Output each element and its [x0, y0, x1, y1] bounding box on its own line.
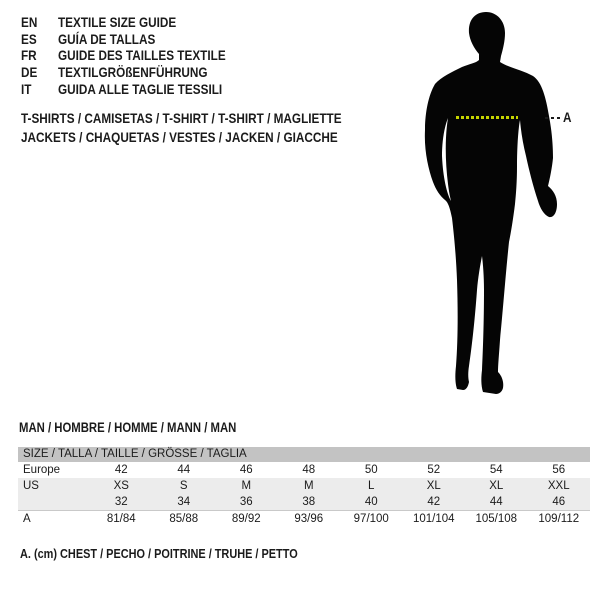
- row-label: [18, 494, 90, 510]
- table-cell: 85/88: [169, 513, 199, 525]
- category-line-jackets: JACKETS / CHAQUETAS / VESTES / JACKEN / GIACCHE: [21, 128, 338, 145]
- table-cell: 105/108: [475, 513, 518, 525]
- table-cell: 81/84: [106, 513, 136, 525]
- table-cell: 56: [552, 464, 566, 476]
- size-table: [18, 447, 590, 526]
- measure-label-a: A: [563, 109, 572, 125]
- table-cell: 52: [427, 464, 441, 476]
- table-cell: M: [241, 480, 252, 492]
- footnote-chest: A. (cm) CHEST / PECHO / POITRINE / TRUHE / PETTO: [20, 546, 298, 561]
- row-label: Europe: [23, 464, 61, 476]
- table-cell: 36: [239, 496, 253, 508]
- table-cell: 42: [114, 464, 128, 476]
- table-cell: 40: [364, 496, 378, 508]
- table-cell: 97/100: [353, 513, 389, 525]
- table-cell: XS: [113, 480, 129, 492]
- table-cell: 48: [302, 464, 316, 476]
- table-cell: 54: [489, 464, 503, 476]
- language-label: GUÍA DE TALLAS: [57, 30, 156, 47]
- language-label: TEXTILE SIZE GUIDE: [57, 14, 177, 31]
- language-code: EN: [21, 14, 38, 31]
- table-cell: 32: [114, 496, 128, 508]
- size-table-rows: [18, 462, 590, 526]
- table-cell: XL: [426, 480, 441, 492]
- language-code: IT: [21, 80, 32, 97]
- table-cell: S: [179, 480, 188, 492]
- table-cell: XXL: [547, 480, 570, 492]
- table-cell: L: [368, 480, 375, 492]
- section-title-man: MAN / HOMBRE / HOMME / MANN / MAN: [19, 420, 237, 435]
- table-cell: M: [303, 480, 314, 492]
- man-silhouette-image: [412, 8, 562, 396]
- table-cell: 44: [489, 496, 503, 508]
- table-row: [18, 510, 590, 526]
- table-cell: 93/96: [294, 513, 324, 525]
- table-row: [18, 462, 590, 478]
- table-cell: 109/112: [538, 513, 580, 525]
- table-cell: 50: [364, 464, 378, 476]
- language-label: GUIDE DES TAILLES TEXTILE: [57, 47, 226, 64]
- category-line-tshirts: T-SHIRTS / CAMISETAS / T-SHIRT / T-SHIRT / MAGLIETTE: [21, 110, 342, 126]
- table-cell: 46: [239, 464, 253, 476]
- table-cell: 34: [177, 496, 191, 508]
- table-cell: XL: [489, 480, 504, 492]
- table-row: [18, 478, 590, 494]
- language-code: DE: [21, 64, 38, 81]
- table-cell: 42: [427, 496, 441, 508]
- language-code: ES: [21, 30, 37, 47]
- language-code: FR: [21, 47, 37, 64]
- table-cell: 44: [177, 464, 191, 476]
- language-label: GUIDA ALLE TAGLIE TESSILI: [57, 80, 223, 97]
- table-cell: 101/104: [412, 513, 455, 525]
- table-cell: 46: [552, 496, 566, 508]
- size-table-header: SIZE / TALLA / TAILLE / GRÖSSE / TAGLIA: [18, 447, 590, 462]
- row-label: US: [23, 480, 39, 492]
- table-cell: 38: [302, 496, 316, 508]
- table-row: [18, 494, 590, 510]
- table-cell: 89/92: [231, 513, 261, 525]
- measure-pointer-dashes: [545, 117, 561, 119]
- language-label: TEXTILGRÖßENFÜHRUNG: [57, 64, 208, 81]
- chest-measure-dashed-line: [456, 116, 518, 119]
- row-label: A: [23, 513, 31, 525]
